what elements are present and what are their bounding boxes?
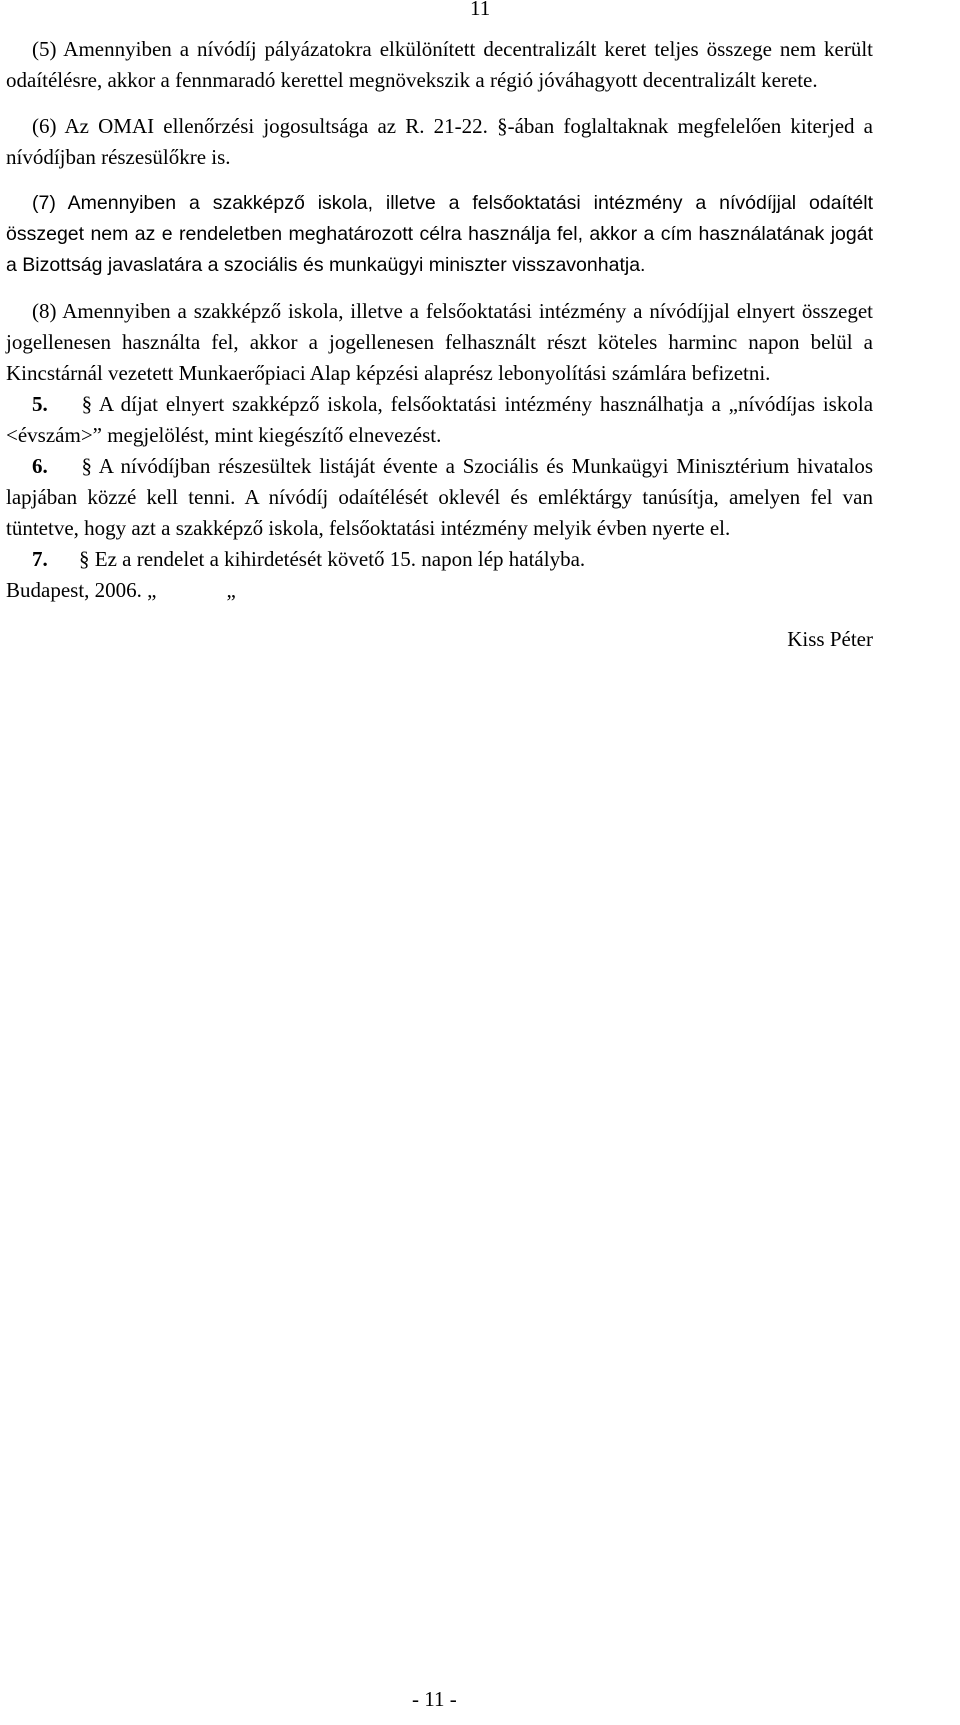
section-7-text: Ez a rendelet a kihirdetését követő 15. napon lép hatályba. bbox=[94, 547, 586, 571]
paragraph-8: (8) Amennyiben a szakképző iskola, illetve a felsőoktatási intézmény a nívódíjjal elnyert összeget jogellenesen használta fel, akkor a jogellenesen felhasznált részt köteles harminc napon belül a Kincstárnál vezetett Munkaerőpiaci Alap képzési alaprész lebonyolítási számlára befizetni. bbox=[6, 299, 873, 385]
section-6-text: A nívódíjban részesültek listáját évente a Szociális és Munkaügyi Minisztérium hivatalos lapjában közzé kell tenni. A nívódíj odaítélését oklevél és emléktárgy tanúsítja, amelyen fel van tüntetve, hogy azt a szakképző iskola, felsőoktatási intézmény melyik évben nyerte el. bbox=[6, 454, 873, 540]
section-6 bbox=[6, 451, 873, 544]
page-number-top: 11 bbox=[470, 0, 491, 20]
section-7-sign: § bbox=[79, 547, 90, 571]
section-6-number: 6. bbox=[32, 454, 48, 478]
section-5-number: 5. bbox=[32, 392, 48, 416]
signatory-name: Kiss Péter bbox=[787, 627, 873, 651]
section-7-number: 7. bbox=[32, 547, 48, 571]
section-5-text: A díjat elnyert szakképző iskola, felsőoktatási intézmény használhatja a „nívódíjas iskola <évszám>” megjelölést, mint kiegészítő elnevezést. bbox=[6, 392, 874, 447]
paragraph-5: (5) Amennyiben a nívódíj pályázatokra elkülönített decentralizált keret teljes összege nem került odaítélésre, akkor a fennmaradó kerettel megnövekszik a régió jóváhagyott decentralizált kerete. bbox=[6, 37, 873, 92]
page-number-bottom: - 11 - bbox=[412, 1687, 457, 1711]
section-6-sign: § bbox=[81, 454, 93, 478]
section-5 bbox=[6, 389, 873, 451]
place-date-text: Budapest, 2006. „ bbox=[6, 578, 157, 602]
document-body bbox=[6, 34, 873, 655]
place-and-date bbox=[6, 575, 873, 606]
paragraph-7: (7) Amennyiben a szakképző iskola, illetve a felsőoktatási intézmény a nívódíjjal odaítélt összeget nem az e rendeletben meghatározott célra használja fel, akkor a cím használatának jogát a Bizottság javaslatára a szociális és munkaügyi miniszter visszavonhatja. bbox=[6, 192, 873, 276]
section-5-sign: § bbox=[81, 392, 93, 416]
date-closing-quote: „ bbox=[226, 578, 236, 602]
paragraph-6: (6) Az OMAI ellenőrzési jogosultsága az R. 21-22. §-ában foglaltaknak megfelelően kiterjed a nívódíjban részesülőkre is. bbox=[6, 114, 873, 169]
section-7 bbox=[6, 544, 873, 575]
